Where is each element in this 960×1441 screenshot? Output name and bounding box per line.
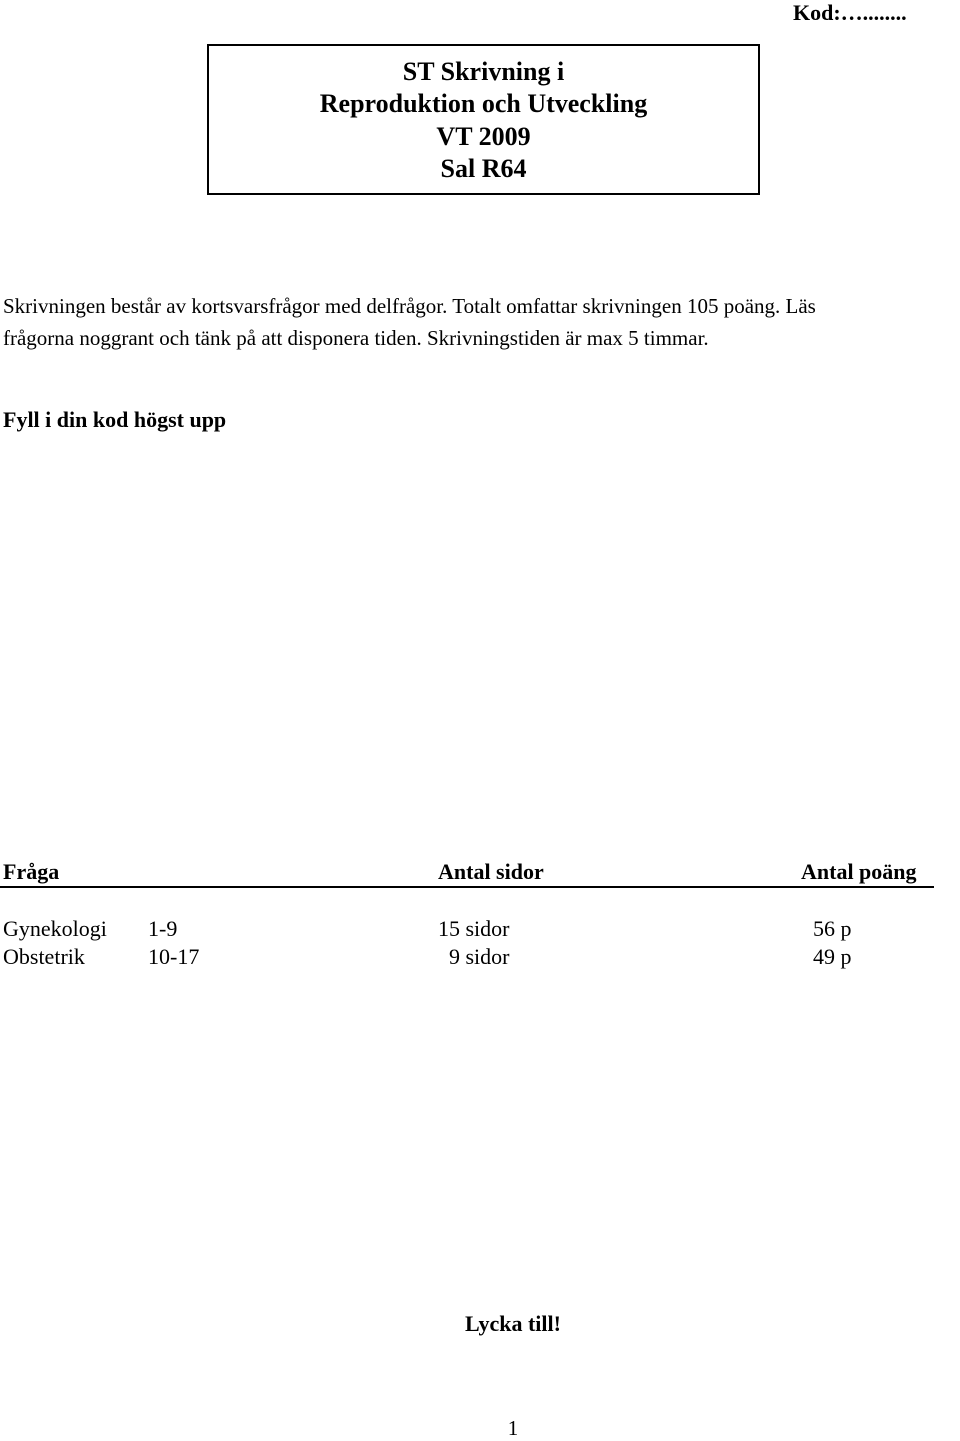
instructions-line: Skrivningen består av kortsvarsfrågor med delfrågor. Totalt omfattar skrivningen 105 poäng. Läs bbox=[3, 294, 816, 318]
row-questions: 1-9 bbox=[148, 916, 178, 941]
title-box bbox=[207, 44, 760, 195]
row-pages: 9 sidor bbox=[449, 944, 510, 969]
table-row bbox=[0, 915, 934, 943]
code-field: Kod:…........ bbox=[793, 0, 907, 25]
term-line: VT 2009 bbox=[436, 121, 531, 151]
exam-title-line: ST Skrivning i bbox=[402, 56, 565, 86]
good-luck-text: Lycka till! bbox=[465, 1311, 561, 1336]
row-points: 49 p bbox=[813, 944, 852, 969]
header-question: Fråga bbox=[3, 859, 60, 884]
course-title-line: Reproduktion och Utveckling bbox=[319, 89, 648, 118]
table-header bbox=[0, 858, 934, 888]
row-points: 56 p bbox=[813, 916, 852, 941]
instructions-line: frågorna noggrant och tänk på att disponera tiden. Skrivningstiden är max 5 timmar. bbox=[3, 326, 709, 350]
table-row bbox=[0, 943, 934, 971]
fill-in-code-note: Fyll i din kod högst upp bbox=[3, 407, 227, 432]
header-pages: Antal sidor bbox=[438, 859, 544, 884]
row-subject: Obstetrik bbox=[3, 944, 85, 969]
header-points: Antal poäng bbox=[801, 859, 917, 884]
instructions bbox=[3, 290, 958, 354]
row-subject: Gynekologi bbox=[3, 916, 107, 941]
row-questions: 10-17 bbox=[148, 944, 200, 969]
room-line: Sal R64 bbox=[440, 154, 527, 183]
page-number: 1 bbox=[507, 1416, 519, 1440]
row-pages: 15 sidor bbox=[438, 916, 510, 941]
